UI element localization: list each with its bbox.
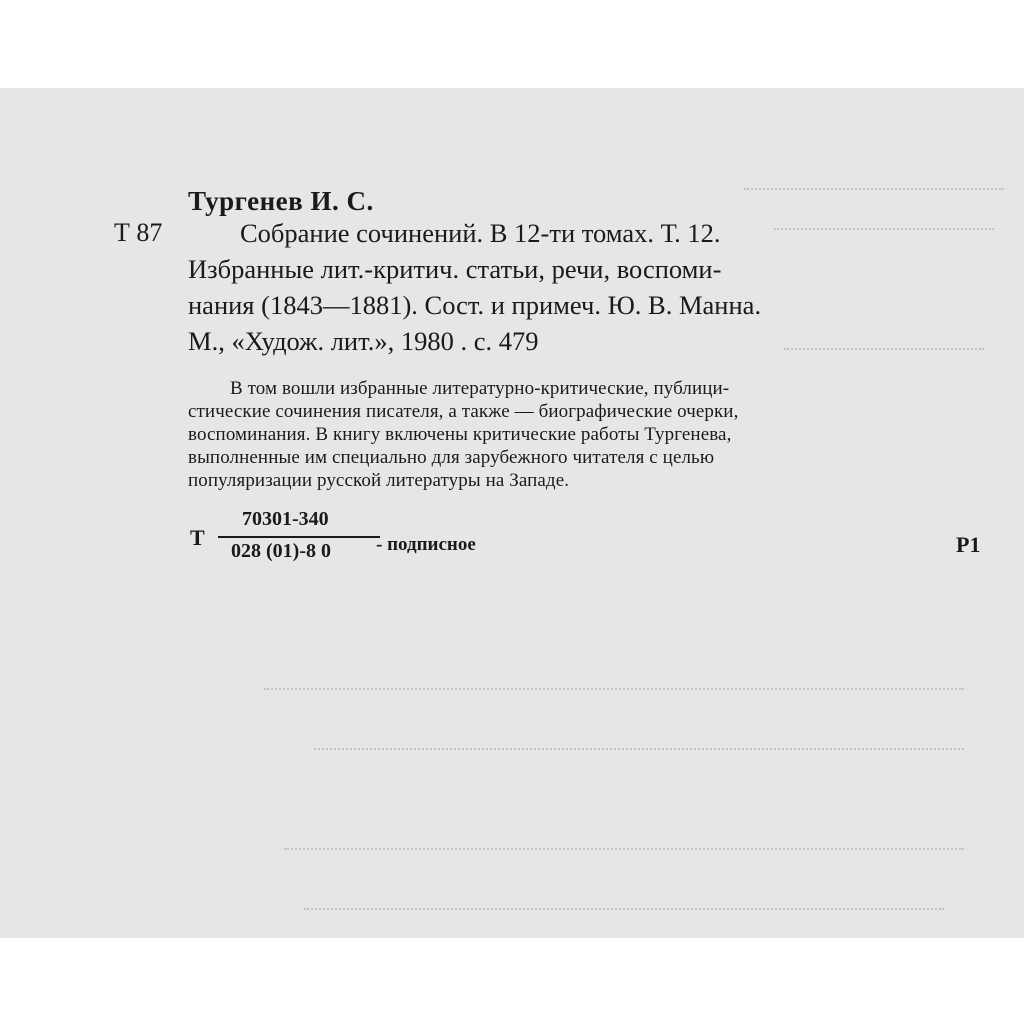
- annotation-line: стические сочинения писателя, а также — биографические очерки,: [188, 401, 739, 422]
- title-line: М., «Худож. лит.», 1980 . с. 479: [188, 326, 539, 356]
- title-line: Избранные лит.-критич. статьи, речи, воспоми-: [188, 254, 722, 284]
- annotation-line: популяризации русской литературы на Западе.: [188, 470, 570, 491]
- annotation-line: выполненные им специально для зарубежного читателя с целью: [188, 447, 715, 468]
- annotation-line: воспоминания. В книгу включены критические работы Тургенева,: [188, 424, 732, 445]
- classification-code: Р1: [956, 532, 981, 557]
- title-line: нания (1843—1881). Сост. и примеч. Ю. В. Манна.: [188, 290, 762, 320]
- title-line: Собрание сочинений. В 12-ти томах. Т. 12.: [240, 218, 721, 248]
- show-through-texture: [0, 88, 1024, 938]
- subscription-label: - подписное: [376, 534, 476, 555]
- author-name: Тургенев И. С.: [188, 186, 374, 216]
- code-denominator: 028 (01)-8 0: [231, 540, 331, 562]
- catalog-index: Т 87: [114, 218, 163, 247]
- catalog-card-page: [0, 88, 1024, 938]
- fraction-bar: [218, 536, 380, 538]
- code-letter: Т: [190, 525, 205, 550]
- code-numerator: 70301-340: [242, 508, 329, 530]
- annotation-line: В том вошли избранные литературно-критические, публици-: [230, 378, 730, 399]
